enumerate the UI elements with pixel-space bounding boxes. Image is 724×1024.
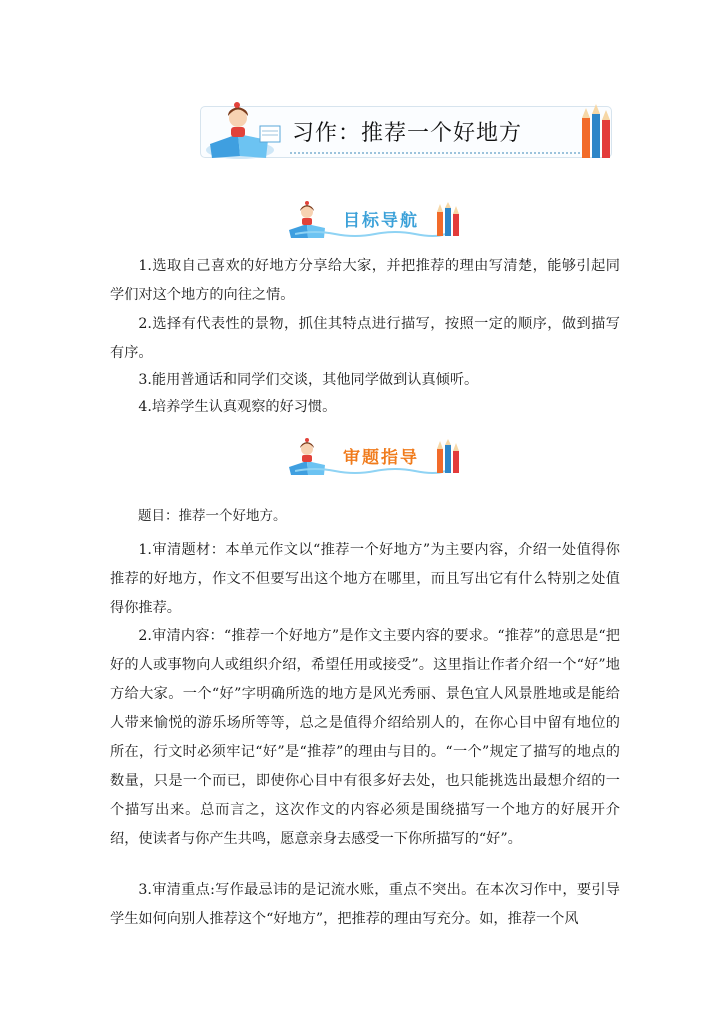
pencils-icon [433,202,463,236]
guide-section-title: 审题指导 [343,448,419,468]
guide-item: 1.审清题材：本单元作文以“推荐一个好地方”为主要内容，介绍一处值得你推荐的好地方，作文不但要写出这个地方在哪里，而且写出它有什么特别之处值得你推荐。 [110,542,620,616]
guide-item: 2.审清内容：“推荐一个好地方”是作文主要内容的要求。“推荐”的意思是“把好的人或事物向人或组织介绍，希望任用或接受”。这里指让作者介绍一个“好”地方给大家。一个“好”字明确所选的地方是风光秀丽、景色宜人风景胜地或是能给人带来愉悦的游乐场所等等，总之是值得介绍给别人的，在你心目中留有地位的所在，行文时必须牢记“好”是“推荐”的理由与目的。“一个”规定了描写的地点的数量，只是一个而已，即使你心目中有很多好去处，也只能挑选出最想介绍的一个描写出来。总而言之，这次作文的内容必须是围绕描写一个地方的好展开介绍，使读者与你产生共鸣，愿意亲身去感受一下你所描写的“好”。 [110,628,620,847]
goal-item: 3.能用普通话和同学们交谈，其他同学做到认真倾听。 [138,372,479,388]
goals-section-title: 目标导航 [343,211,419,231]
guide-item: 3.审清重点:写作最忌讳的是记流水账，重点不突出。在本次习作中，要引导学生如何向别人推荐这个“好地方”，把推荐的理由写充分。如，推荐一个风 [110,882,620,927]
pencils-icon [576,104,616,160]
goals-section-header [285,200,465,240]
goal-item: 2.选择有代表性的景物，抓住其特点进行描写，按照一定的顺序，做到描写有序。 [110,316,620,361]
wave-decoration [295,467,445,475]
goal-item: 4.培养学生认真观察的好习惯。 [138,399,337,415]
essay-topic: 题目：推荐一个好地方。 [138,508,287,524]
dotted-divider [290,152,580,154]
title-banner [200,100,620,162]
reading-child-icon [204,100,284,162]
guide-section-header [285,437,465,477]
wave-decoration [295,230,445,238]
page-title: 习作：推荐一个好地方 [292,121,523,146]
goal-item: 1.选取自己喜欢的好地方分享给大家，并把推荐的理由写清楚，能够引起同学们对这个地方的向往之情。 [110,258,620,303]
pencils-icon [433,439,463,473]
